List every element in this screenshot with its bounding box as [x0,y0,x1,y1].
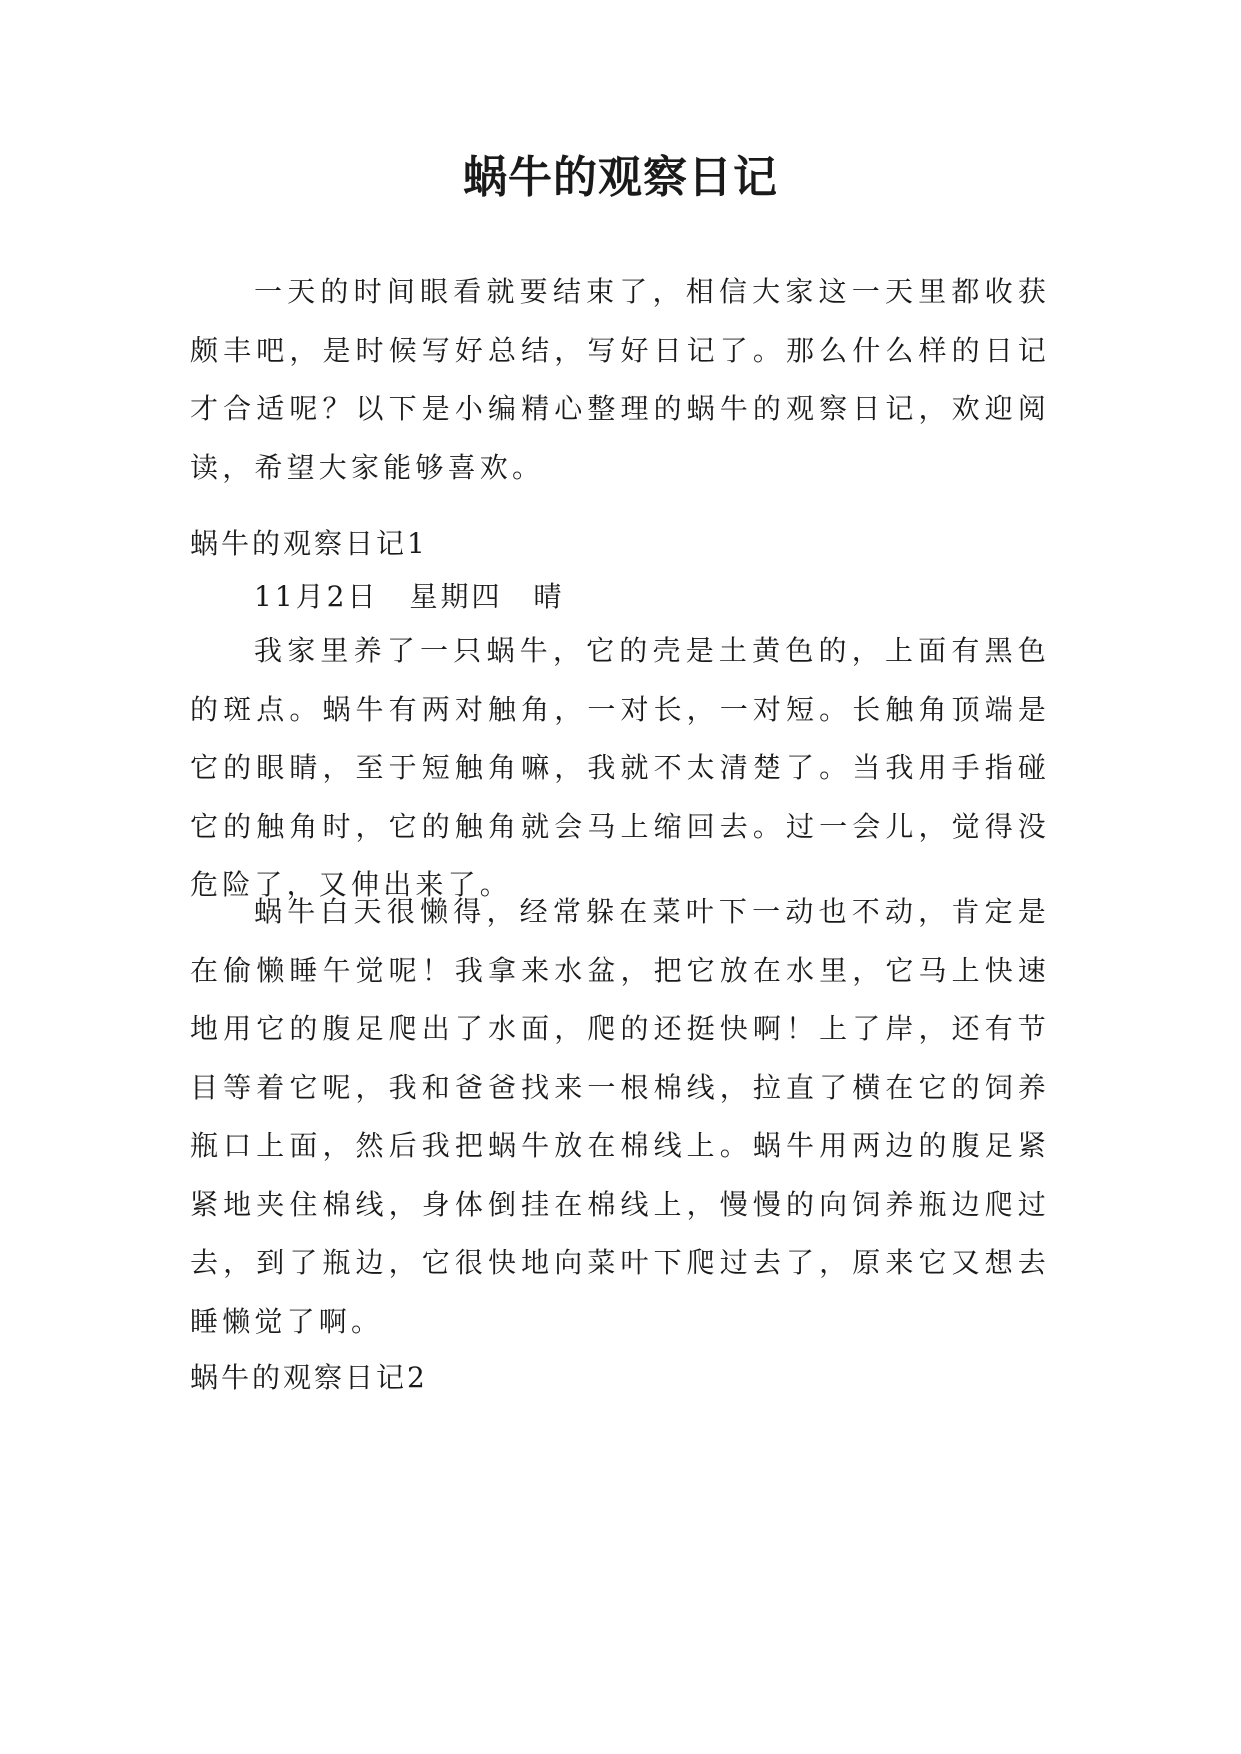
document-title: 蜗牛的观察日记 [463,152,778,203]
section-heading-1: 蜗牛的观察日记1 [190,527,428,560]
intro-paragraph: 一天的时间眼看就要结束了，相信大家这一天里都收获颇丰吧，是时候写好总结，写好日记了。那么什么样的日记才合适呢？以下是小编精心整理的蜗牛的观察日记，欢迎阅读，希望大家能够喜欢。 [190,275,1050,484]
body-paragraph-1: 我家里养了一只蜗牛，它的壳是土黄色的，上面有黑色的斑点。蜗牛有两对触角，一对长，一对短。长触角顶端是它的眼睛，至于短触角嘛，我就不太清楚了。当我用手指碰它的触角时，它的触角就会马上缩回去。过一会儿，觉得没危险了，又伸出来了。 [190,634,1050,901]
section-heading-2: 蜗牛的观察日记2 [190,1361,428,1394]
body-paragraph-2: 蜗牛白天很懒得，经常躲在菜叶下一动也不动，肯定是在偷懒睡午觉呢！我拿来水盆，把它放在水里，它马上快速地用它的腹足爬出了水面，爬的还挺快啊！上了岸，还有节目等着它呢，我和爸爸找来一根棉线，拉直了横在它的饲养瓶口上面，然后我把蜗牛放在棉线上。蜗牛用两边的腹足紧紧地夹住棉线，身体倒挂在棉线上，慢慢的向饲养瓶边爬过去，到了瓶边，它很快地向菜叶下爬过去了，原来它又想去睡懒觉了啊。 [190,895,1050,1338]
diary-date-line: 11月2日 星期四 晴 [254,580,565,613]
